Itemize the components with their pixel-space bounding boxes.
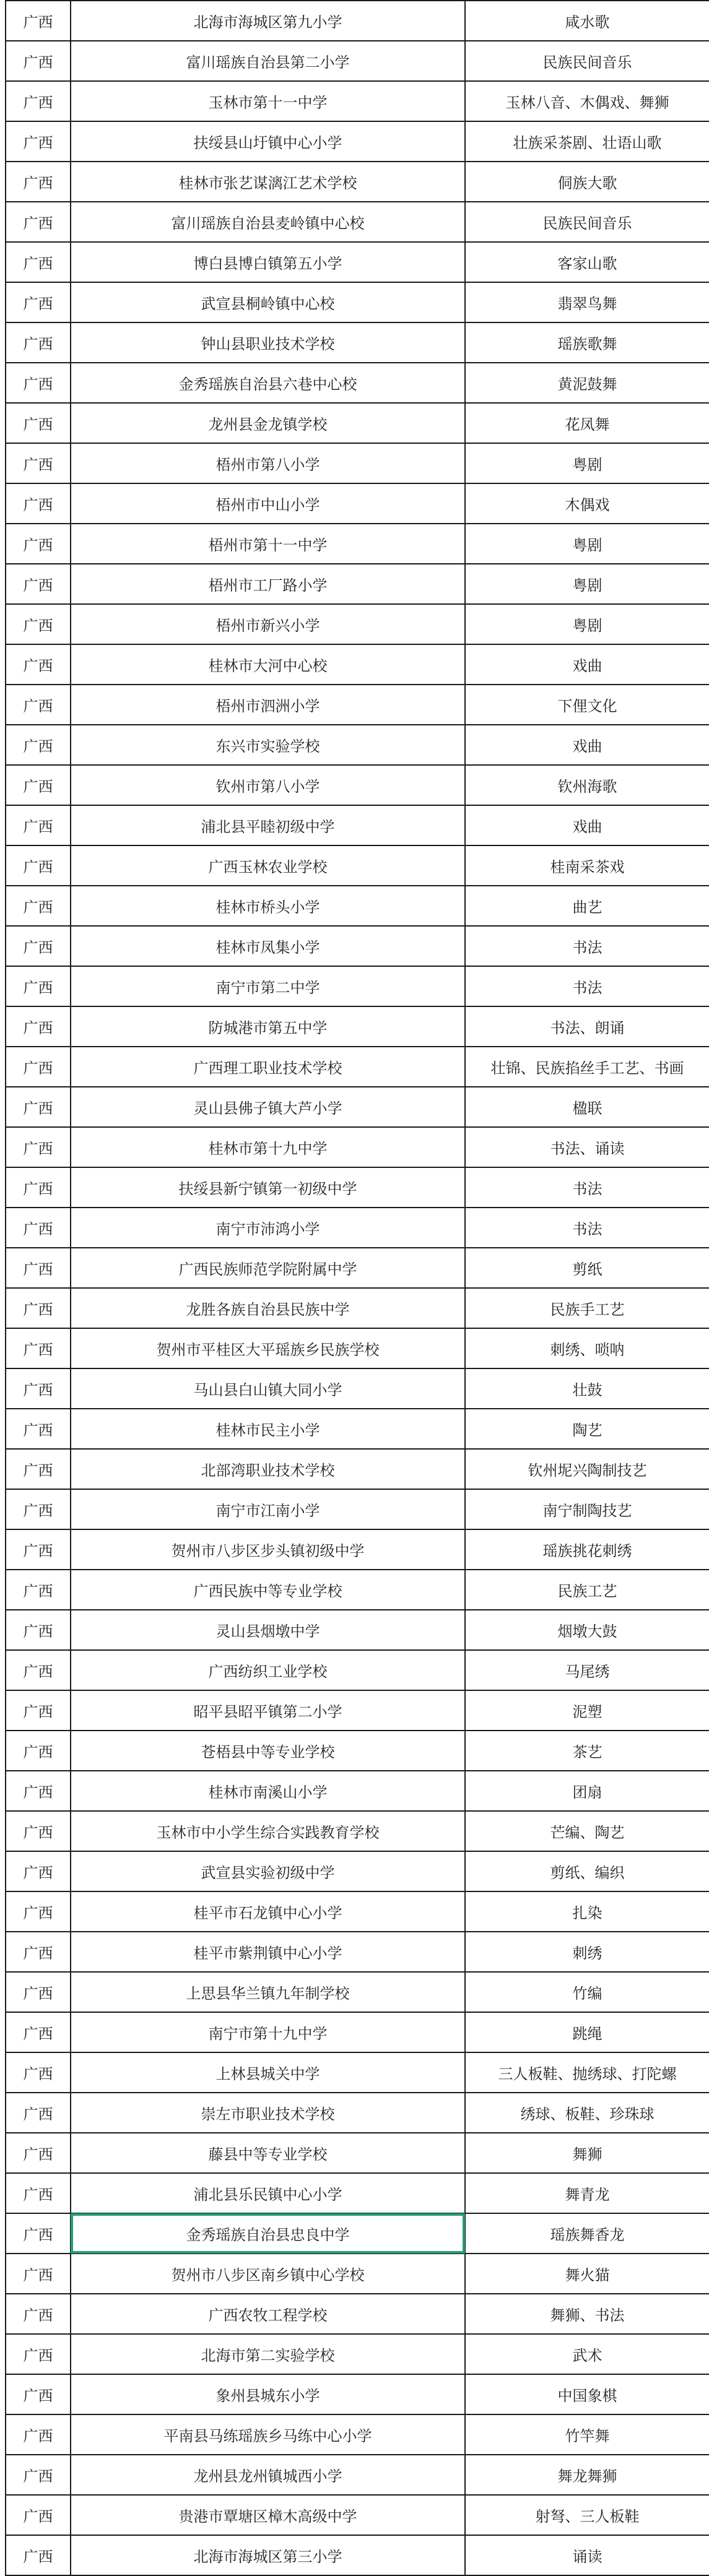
project-cell[interactable]: 茶艺 — [465, 1731, 709, 1771]
school-cell[interactable]: 武宣县桐岭镇中心校 — [71, 282, 465, 322]
school-cell[interactable]: 平南县马练瑶族乡马练中心小学 — [71, 2414, 465, 2455]
project-cell[interactable]: 桂南采茶戏 — [465, 845, 709, 886]
table-row — [6, 1771, 709, 1811]
region-cell[interactable]: 广西 — [6, 2535, 71, 2575]
table-row — [6, 1, 709, 41]
table-row — [6, 443, 709, 483]
project-cell[interactable]: 翡翠鸟舞 — [465, 282, 709, 322]
project-cell[interactable]: 民族民间音乐 — [465, 41, 709, 81]
school-cell[interactable]: 玉林市中小学生综合实践教育学校 — [71, 1811, 465, 1851]
project-cell[interactable]: 咸水歌 — [465, 1, 709, 41]
table-body — [6, 1, 709, 2575]
region-cell[interactable]: 广西 — [6, 845, 71, 886]
school-cell[interactable]: 桂林市第十九中学 — [71, 1127, 465, 1167]
school-cell[interactable]: 桂林市张艺谋漓江艺术学校 — [71, 162, 465, 202]
project-cell[interactable]: 玉林八音、木偶戏、舞狮 — [465, 81, 709, 121]
region-cell[interactable]: 广西 — [6, 1731, 71, 1771]
school-cell[interactable]: 桂林市凤集小学 — [71, 926, 465, 966]
school-cell[interactable]: 昭平县昭平镇第二小学 — [71, 1690, 465, 1731]
table-row — [6, 282, 709, 322]
table-row — [6, 2414, 709, 2455]
school-cell[interactable]: 梧州市第十一中学 — [71, 524, 465, 564]
school-cell[interactable]: 梧州市工厂路小学 — [71, 564, 465, 604]
table-row — [6, 1047, 709, 1087]
region-cell[interactable]: 广西 — [6, 2455, 71, 2495]
school-cell[interactable]: 贵港市覃塘区樟木高级中学 — [71, 2495, 465, 2535]
table-row — [6, 2012, 709, 2052]
region-cell[interactable]: 广西 — [6, 1288, 71, 1328]
table-row — [6, 966, 709, 1006]
project-cell[interactable]: 芒编、陶艺 — [465, 1811, 709, 1851]
school-cell[interactable]: 灵山县烟墩中学 — [71, 1610, 465, 1650]
school-cell[interactable]: 武宣县实验初级中学 — [71, 1851, 465, 1891]
project-cell[interactable]: 诵读 — [465, 2535, 709, 2575]
school-cell[interactable]: 钦州市第八小学 — [71, 765, 465, 805]
project-cell[interactable]: 民族民间音乐 — [465, 202, 709, 242]
region-cell[interactable]: 广西 — [6, 81, 71, 121]
table-row — [6, 1087, 709, 1127]
region-cell[interactable]: 广西 — [6, 1248, 71, 1288]
table-row — [6, 886, 709, 926]
table-row — [6, 403, 709, 443]
table-row — [6, 1932, 709, 1972]
table-row — [6, 1127, 709, 1167]
school-cell[interactable]: 北海市海城区第九小学 — [71, 1, 465, 41]
table-row — [6, 524, 709, 564]
project-cell[interactable]: 刺绣 — [465, 1932, 709, 1972]
school-cell[interactable]: 象州县城东小学 — [71, 2374, 465, 2414]
project-cell[interactable]: 粤剧 — [465, 564, 709, 604]
school-cell[interactable]: 北海市海城区第三小学 — [71, 2535, 465, 2575]
table-row — [6, 2052, 709, 2093]
region-cell[interactable]: 广西 — [6, 1690, 71, 1731]
school-cell[interactable]: 苍梧县中等专业学校 — [71, 1731, 465, 1771]
region-cell[interactable]: 广西 — [6, 2052, 71, 2093]
school-cell[interactable]: 南宁市江南小学 — [71, 1489, 465, 1529]
school-cell[interactable]: 博白县博白镇第五小学 — [71, 242, 465, 282]
region-cell[interactable]: 广西 — [6, 725, 71, 765]
region-cell[interactable]: 广西 — [6, 242, 71, 282]
table-row — [6, 121, 709, 162]
region-cell[interactable]: 广西 — [6, 1529, 71, 1570]
project-cell[interactable]: 粤剧 — [465, 443, 709, 483]
project-cell[interactable]: 书法 — [465, 966, 709, 1006]
project-cell[interactable]: 书法 — [465, 1167, 709, 1208]
region-cell[interactable]: 广西 — [6, 2173, 71, 2213]
school-cell[interactable]: 梧州市中山小学 — [71, 483, 465, 524]
table-row — [6, 483, 709, 524]
region-cell[interactable]: 广西 — [6, 1006, 71, 1047]
table-row — [6, 1167, 709, 1208]
school-cell[interactable]: 桂平市紫荆镇中心小学 — [71, 1932, 465, 1972]
school-cell[interactable]: 桂林市南溪山小学 — [71, 1771, 465, 1811]
project-cell[interactable]: 书法、朗诵 — [465, 1006, 709, 1047]
table-row — [6, 725, 709, 765]
school-cell[interactable]: 玉林市第十一中学 — [71, 81, 465, 121]
school-cell[interactable]: 东兴市实验学校 — [71, 725, 465, 765]
table-row — [6, 644, 709, 685]
region-cell[interactable]: 广西 — [6, 1047, 71, 1087]
project-cell[interactable]: 壮族采茶剧、壮语山歌 — [465, 121, 709, 162]
school-cell[interactable]: 广西民族师范学院附属中学 — [71, 1248, 465, 1288]
school-cell[interactable]: 金秀瑶族自治县六巷中心校 — [71, 363, 465, 403]
school-cell[interactable]: 广西玉林农业学校 — [71, 845, 465, 886]
project-cell[interactable]: 钦州海歌 — [465, 765, 709, 805]
project-cell[interactable]: 侗族大歌 — [465, 162, 709, 202]
project-cell[interactable]: 瑶族歌舞 — [465, 322, 709, 363]
project-cell[interactable]: 剪纸、编织 — [465, 1851, 709, 1891]
table-row — [6, 1972, 709, 2012]
region-cell[interactable]: 广西 — [6, 1650, 71, 1690]
table-row — [6, 2093, 709, 2133]
region-cell[interactable]: 广西 — [6, 1610, 71, 1650]
region-cell[interactable]: 广西 — [6, 564, 71, 604]
region-cell[interactable]: 广西 — [6, 1409, 71, 1449]
school-cell[interactable]: 南宁市第二中学 — [71, 966, 465, 1006]
region-cell[interactable]: 广西 — [6, 1932, 71, 1972]
project-cell[interactable]: 舞狮 — [465, 2133, 709, 2173]
region-cell[interactable]: 广西 — [6, 805, 71, 845]
region-cell[interactable]: 广西 — [6, 322, 71, 363]
region-cell[interactable]: 广西 — [6, 2495, 71, 2535]
table-row — [6, 805, 709, 845]
school-cell[interactable]: 龙州县金龙镇学校 — [71, 403, 465, 443]
project-cell[interactable]: 三人板鞋、抛绣球、打陀螺 — [465, 2052, 709, 2093]
table-row — [6, 1731, 709, 1771]
project-cell[interactable]: 跳绳 — [465, 2012, 709, 2052]
region-cell[interactable]: 广西 — [6, 443, 71, 483]
region-cell[interactable]: 广西 — [6, 1489, 71, 1529]
project-cell[interactable]: 舞青龙 — [465, 2173, 709, 2213]
table-row — [6, 242, 709, 282]
table-row — [6, 1288, 709, 1328]
project-cell[interactable]: 楹联 — [465, 1087, 709, 1127]
region-cell[interactable]: 广西 — [6, 2093, 71, 2133]
table-row — [6, 564, 709, 604]
school-cell[interactable]: 南宁市沛鸿小学 — [71, 1208, 465, 1248]
table-row — [6, 2254, 709, 2294]
table-row — [6, 1851, 709, 1891]
table-row — [6, 2455, 709, 2495]
region-cell[interactable]: 广西 — [6, 886, 71, 926]
table-row — [6, 1409, 709, 1449]
school-cell[interactable]: 浦北县乐民镇中心小学 — [71, 2173, 465, 2213]
region-cell[interactable]: 广西 — [6, 2374, 71, 2414]
project-cell[interactable]: 书法 — [465, 926, 709, 966]
school-cell[interactable]: 防城港市第五中学 — [71, 1006, 465, 1047]
region-cell[interactable]: 广西 — [6, 1167, 71, 1208]
table-row — [6, 604, 709, 644]
table-row — [6, 1650, 709, 1690]
project-cell[interactable]: 陶艺 — [465, 1409, 709, 1449]
school-cell[interactable]: 马山县白山镇大同小学 — [71, 1368, 465, 1409]
schools-table — [5, 0, 709, 2576]
project-cell[interactable]: 戏曲 — [465, 725, 709, 765]
project-cell[interactable]: 壮鼓 — [465, 1368, 709, 1409]
project-cell[interactable]: 瑶族舞香龙 — [465, 2213, 709, 2254]
table-row — [6, 1248, 709, 1288]
table-row — [6, 685, 709, 725]
table-row — [6, 41, 709, 81]
table-row — [6, 202, 709, 242]
school-cell[interactable]: 桂林市大河中心校 — [71, 644, 465, 685]
school-cell[interactable]: 广西理工职业技术学校 — [71, 1047, 465, 1087]
region-cell[interactable]: 广西 — [6, 2133, 71, 2173]
school-cell[interactable]: 扶绥县山圩镇中心小学 — [71, 121, 465, 162]
region-cell[interactable]: 广西 — [6, 926, 71, 966]
table-row — [6, 1529, 709, 1570]
school-cell[interactable]: 浦北县平睦初级中学 — [71, 805, 465, 845]
school-cell[interactable]: 梧州市新兴小学 — [71, 604, 465, 644]
project-cell[interactable]: 民族手工艺 — [465, 1288, 709, 1328]
table-row — [6, 363, 709, 403]
table-row — [6, 2334, 709, 2374]
region-cell[interactable]: 广西 — [6, 1972, 71, 2012]
region-cell[interactable]: 广西 — [6, 1328, 71, 1368]
table-row — [6, 2133, 709, 2173]
table-row — [6, 1570, 709, 1610]
project-cell[interactable]: 舞火猫 — [465, 2254, 709, 2294]
region-cell[interactable]: 广西 — [6, 2334, 71, 2374]
project-cell[interactable]: 黄泥鼓舞 — [465, 363, 709, 403]
region-cell[interactable]: 广西 — [6, 1891, 71, 1932]
school-cell[interactable]: 梧州市第八小学 — [71, 443, 465, 483]
table-row — [6, 2495, 709, 2535]
project-cell[interactable]: 竹竿舞 — [465, 2414, 709, 2455]
table-row — [6, 1610, 709, 1650]
project-cell[interactable]: 舞龙舞狮 — [465, 2455, 709, 2495]
school-cell[interactable]: 富川瑶族自治县麦岭镇中心校 — [71, 202, 465, 242]
region-cell[interactable]: 广西 — [6, 363, 71, 403]
table-row — [6, 1449, 709, 1489]
region-cell[interactable]: 广西 — [6, 2294, 71, 2334]
region-cell[interactable]: 广西 — [6, 2213, 71, 2254]
project-cell[interactable]: 木偶戏 — [465, 483, 709, 524]
project-cell[interactable]: 剪纸 — [465, 1248, 709, 1288]
table-row — [6, 926, 709, 966]
project-cell[interactable]: 钦州坭兴陶制技艺 — [465, 1449, 709, 1489]
region-cell[interactable]: 广西 — [6, 162, 71, 202]
region-cell[interactable]: 广西 — [6, 1449, 71, 1489]
table-row — [6, 1006, 709, 1047]
region-cell[interactable]: 广西 — [6, 1127, 71, 1167]
table-row — [6, 845, 709, 886]
project-cell[interactable]: 烟墩大鼓 — [465, 1610, 709, 1650]
school-cell[interactable]: 北部湾职业技术学校 — [71, 1449, 465, 1489]
project-cell[interactable]: 下俚文化 — [465, 685, 709, 725]
table-row — [6, 1891, 709, 1932]
project-cell[interactable]: 戏曲 — [465, 644, 709, 685]
project-cell[interactable]: 瑶族挑花刺绣 — [465, 1529, 709, 1570]
project-cell[interactable]: 绣球、板鞋、珍珠球 — [465, 2093, 709, 2133]
table-row — [6, 1208, 709, 1248]
region-cell[interactable]: 广西 — [6, 2414, 71, 2455]
project-cell[interactable]: 粤剧 — [465, 524, 709, 564]
project-cell[interactable]: 书法 — [465, 1208, 709, 1248]
project-cell[interactable]: 戏曲 — [465, 805, 709, 845]
school-cell[interactable]: 灵山县佛子镇大芦小学 — [71, 1087, 465, 1127]
school-cell[interactable]: 贺州市平桂区大平瑶族乡民族学校 — [71, 1328, 465, 1368]
table-row — [6, 765, 709, 805]
region-cell[interactable]: 广西 — [6, 685, 71, 725]
project-cell[interactable]: 扎染 — [465, 1891, 709, 1932]
school-cell[interactable]: 广西民族中等专业学校 — [71, 1570, 465, 1610]
region-cell[interactable]: 广西 — [6, 282, 71, 322]
school-cell[interactable]: 广西纺织工业学校 — [71, 1650, 465, 1690]
school-cell[interactable]: 富川瑶族自治县第二小学 — [71, 41, 465, 81]
project-cell[interactable]: 曲艺 — [465, 886, 709, 926]
table-row — [6, 2213, 709, 2254]
table-row — [6, 2173, 709, 2213]
school-cell[interactable]: 钟山县职业技术学校 — [71, 322, 465, 363]
project-cell[interactable]: 壮锦、民族掐丝手工艺、书画 — [465, 1047, 709, 1087]
school-cell[interactable]: 南宁市第十九中学 — [71, 2012, 465, 2052]
project-cell[interactable]: 书法、诵读 — [465, 1127, 709, 1167]
table-row — [6, 1690, 709, 1731]
school-cell[interactable]: 上思县华兰镇九年制学校 — [71, 1972, 465, 2012]
project-cell[interactable]: 舞狮、书法 — [465, 2294, 709, 2334]
table-row — [6, 162, 709, 202]
project-cell[interactable]: 民族工艺 — [465, 1570, 709, 1610]
school-cell[interactable]: 广西农牧工程学校 — [71, 2294, 465, 2334]
region-cell[interactable]: 广西 — [6, 765, 71, 805]
region-cell[interactable]: 广西 — [6, 604, 71, 644]
school-cell[interactable]: 上林县城关中学 — [71, 2052, 465, 2093]
project-cell[interactable]: 射弩、三人板鞋 — [465, 2495, 709, 2535]
region-cell[interactable]: 广西 — [6, 483, 71, 524]
table-row — [6, 1368, 709, 1409]
region-cell[interactable]: 广西 — [6, 2254, 71, 2294]
region-cell[interactable]: 广西 — [6, 1368, 71, 1409]
school-cell[interactable]: 藤县中等专业学校 — [71, 2133, 465, 2173]
school-cell[interactable]: 北海市第二实验学校 — [71, 2334, 465, 2374]
table-row — [6, 2294, 709, 2334]
school-cell[interactable]: 桂林市桥头小学 — [71, 886, 465, 926]
table-row — [6, 1489, 709, 1529]
school-cell[interactable]: 梧州市泗洲小学 — [71, 685, 465, 725]
school-cell[interactable]: 桂林市民主小学 — [71, 1409, 465, 1449]
table-row — [6, 2535, 709, 2575]
project-cell[interactable]: 中国象棋 — [465, 2374, 709, 2414]
table-row — [6, 322, 709, 363]
school-cell[interactable]: 扶绥县新宁镇第一初级中学 — [71, 1167, 465, 1208]
region-cell[interactable]: 广西 — [6, 121, 71, 162]
project-cell[interactable]: 花凤舞 — [465, 403, 709, 443]
region-cell[interactable]: 广西 — [6, 1851, 71, 1891]
project-cell[interactable]: 马尾绣 — [465, 1650, 709, 1690]
region-cell[interactable]: 广西 — [6, 1771, 71, 1811]
school-cell[interactable]: 贺州市八步区南乡镇中心学校 — [71, 2254, 465, 2294]
region-cell[interactable]: 广西 — [6, 644, 71, 685]
table-row — [6, 1328, 709, 1368]
region-cell[interactable]: 广西 — [6, 1208, 71, 1248]
table-row — [6, 2374, 709, 2414]
project-cell[interactable]: 粤剧 — [465, 604, 709, 644]
project-cell[interactable]: 南宁制陶技艺 — [465, 1489, 709, 1529]
school-cell[interactable]: 贺州市八步区步头镇初级中学 — [71, 1529, 465, 1570]
project-cell[interactable]: 武术 — [465, 2334, 709, 2374]
region-cell[interactable]: 广西 — [6, 202, 71, 242]
project-cell[interactable]: 泥塑 — [465, 1690, 709, 1731]
project-cell[interactable]: 刺绣、唢呐 — [465, 1328, 709, 1368]
table-row — [6, 81, 709, 121]
project-cell[interactable]: 团扇 — [465, 1771, 709, 1811]
region-cell[interactable]: 广西 — [6, 524, 71, 564]
school-cell[interactable]: 龙胜各族自治县民族中学 — [71, 1288, 465, 1328]
school-cell[interactable]: 桂平市石龙镇中心小学 — [71, 1891, 465, 1932]
school-cell[interactable]: 崇左市职业技术学校 — [71, 2093, 465, 2133]
region-cell[interactable]: 广西 — [6, 1811, 71, 1851]
region-cell[interactable]: 广西 — [6, 1087, 71, 1127]
region-cell[interactable]: 广西 — [6, 1, 71, 41]
region-cell[interactable]: 广西 — [6, 2012, 71, 2052]
table-row — [6, 1811, 709, 1851]
region-cell[interactable]: 广西 — [6, 1570, 71, 1610]
school-cell[interactable]: 龙州县龙州镇城西小学 — [71, 2455, 465, 2495]
school-cell[interactable]: 金秀瑶族自治县忠良中学 — [71, 2213, 465, 2254]
project-cell[interactable]: 竹编 — [465, 1972, 709, 2012]
project-cell[interactable]: 客家山歌 — [465, 242, 709, 282]
region-cell[interactable]: 广西 — [6, 966, 71, 1006]
region-cell[interactable]: 广西 — [6, 41, 71, 81]
region-cell[interactable]: 广西 — [6, 403, 71, 443]
